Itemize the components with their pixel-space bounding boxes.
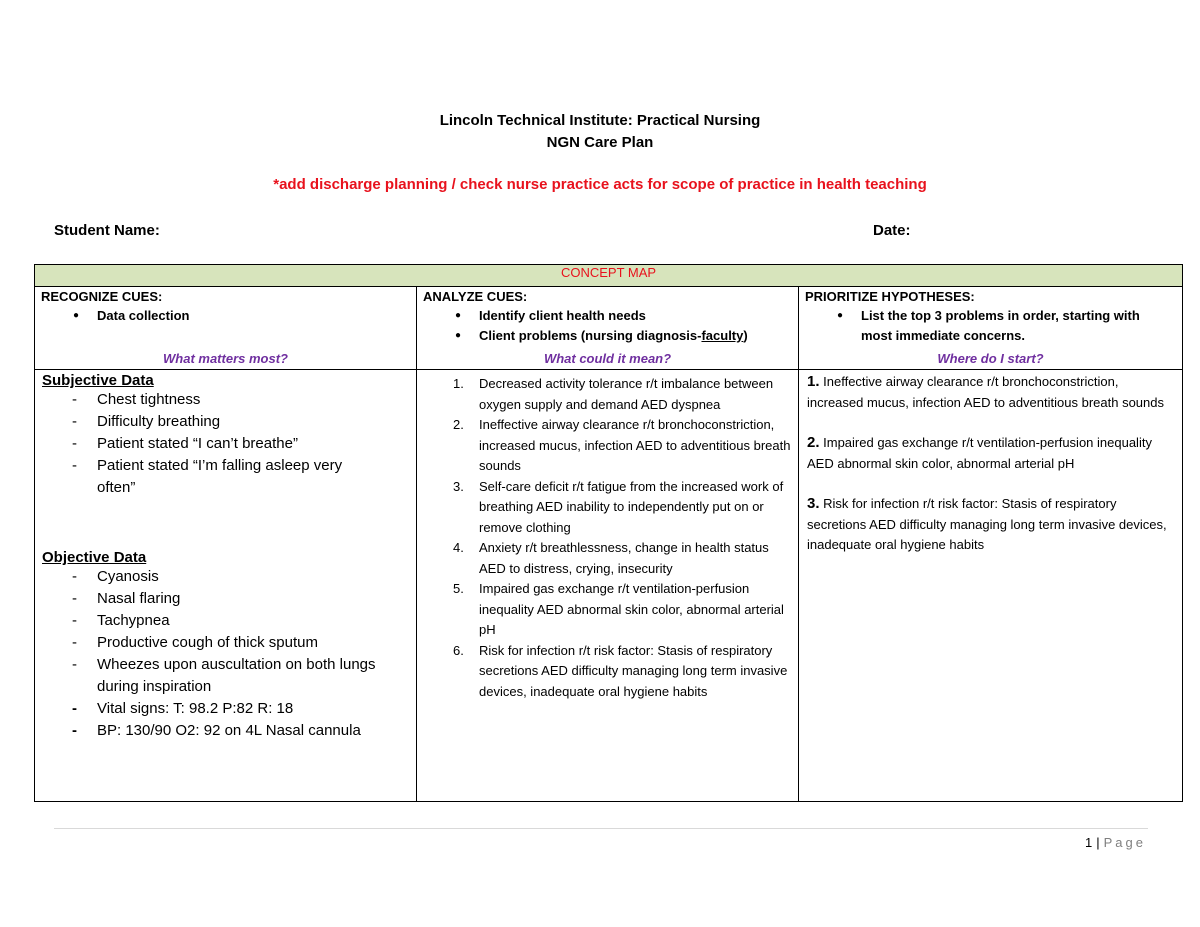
recognize-cues-header xyxy=(35,287,417,370)
page-footer xyxy=(1085,835,1146,850)
subjective-list xyxy=(35,389,416,499)
recognize-question: What matters most? xyxy=(163,351,288,366)
analyze-bullet xyxy=(417,326,798,346)
discharge-note: *add discharge planning / check nurse practice acts for scope of practice in health teaching xyxy=(273,176,927,193)
analyze-bullet: ● Identify client health needs xyxy=(417,306,798,326)
list-item: - Nasal flaring xyxy=(72,590,181,607)
page-label: Page xyxy=(1103,835,1146,850)
priorities-cell xyxy=(799,370,1183,802)
analyze-bullet-suffix: ) xyxy=(743,328,748,343)
problem-item: 5. Impaired gas exchange r/t ventilation-perfusion inequality AED abnormal skin color, abnormal arterial pH xyxy=(453,581,784,637)
problem-item: 3. Self-care deficit r/t fatigue from the increased work of breathing AED inability to independently put on or remove clothing xyxy=(453,478,784,535)
list-item: - Patient stated “I can’t breathe” xyxy=(72,435,298,452)
list-item: - Wheezes upon auscultation on both lungs during inspiration xyxy=(72,656,376,695)
prioritize-bullet: ● List the top 3 problems in order, starting with most immediate concerns. xyxy=(799,306,1182,346)
prioritize-title: PRIORITIZE HYPOTHESES: xyxy=(805,289,975,304)
student-name-label: Student Name: xyxy=(54,222,160,239)
list-item: - BP: 130/90 O2: 92 on 4L Nasal cannula xyxy=(72,722,361,739)
problem-item: 1. Decreased activity tolerance r/t imbalance between oxygen supply and demand AED dyspnea xyxy=(453,376,774,412)
analyze-question: What could it mean? xyxy=(543,351,672,366)
date-label: Date: xyxy=(873,222,911,239)
priority-item: 1. Ineffective airway clearance r/t bronchoconstriction, increased mucus, infection AED to adventitious breath sounds xyxy=(807,373,1164,410)
page-number: 1 xyxy=(1085,835,1093,850)
recognize-cues-title: RECOGNIZE CUES: xyxy=(41,289,163,304)
list-item: - Cyanosis xyxy=(72,568,159,585)
document-header xyxy=(0,110,1200,154)
prioritize-question: Where do I start? xyxy=(937,351,1044,366)
prioritize-header xyxy=(799,287,1183,370)
plan-title: NGN Care Plan xyxy=(546,134,654,151)
list-item: - Vital signs: T: 98.2 P:82 R: 18 xyxy=(72,700,294,717)
priority-item: 2. Impaired gas exchange r/t ventilation-perfusion inequality AED abnormal skin color, abnormal arterial pH xyxy=(807,434,1152,471)
objective-list xyxy=(35,566,416,742)
analyze-cues-header xyxy=(417,287,799,370)
list-item: - Chest tightness xyxy=(72,391,201,408)
list-item: - Difficulty breathing xyxy=(72,413,221,430)
problem-item: 4. Anxiety r/t breathlessness, change in health status AED to distress, crying, insecurity xyxy=(453,540,769,576)
concept-map-table xyxy=(34,264,1183,802)
concept-map-title: CONCEPT MAP xyxy=(35,265,1183,287)
analyze-bullet-text: Client problems (nursing diagnosis- xyxy=(479,328,702,343)
faculty-underlined: faculty xyxy=(701,328,744,343)
list-item: - Productive cough of thick sputum xyxy=(72,634,318,651)
problems-list xyxy=(417,374,798,702)
problems-cell xyxy=(417,370,799,802)
analyze-cues-title: ANALYZE CUES: xyxy=(423,289,528,304)
recognize-bullet: ● Data collection xyxy=(35,306,416,326)
subjective-data-title: Subjective Data xyxy=(42,372,154,389)
list-item: - Tachypnea xyxy=(72,612,170,629)
footer-divider xyxy=(54,828,1148,829)
list-item: - Patient stated “I’m falling asleep very often” xyxy=(72,457,343,496)
footer-separator: | xyxy=(1096,835,1100,850)
problem-item: 2. Ineffective airway clearance r/t bronchoconstriction, increased mucus, infection AED to adventitious breath sounds xyxy=(453,417,791,473)
priority-item: 3. Risk for infection r/t risk factor: Stasis of respiratory secretions AED difficulty managing long term invasive devices, inadequate oral hygiene habits xyxy=(807,495,1167,552)
problem-item: 6. Risk for infection r/t risk factor: Stasis of respiratory secretions AED difficulty managing long term invasive devices, inadequate oral hygiene habits xyxy=(453,642,788,699)
objective-data-title: Objective Data xyxy=(42,549,147,566)
institution-title: Lincoln Technical Institute: Practical Nursing xyxy=(439,112,761,129)
cues-cell xyxy=(35,370,417,802)
